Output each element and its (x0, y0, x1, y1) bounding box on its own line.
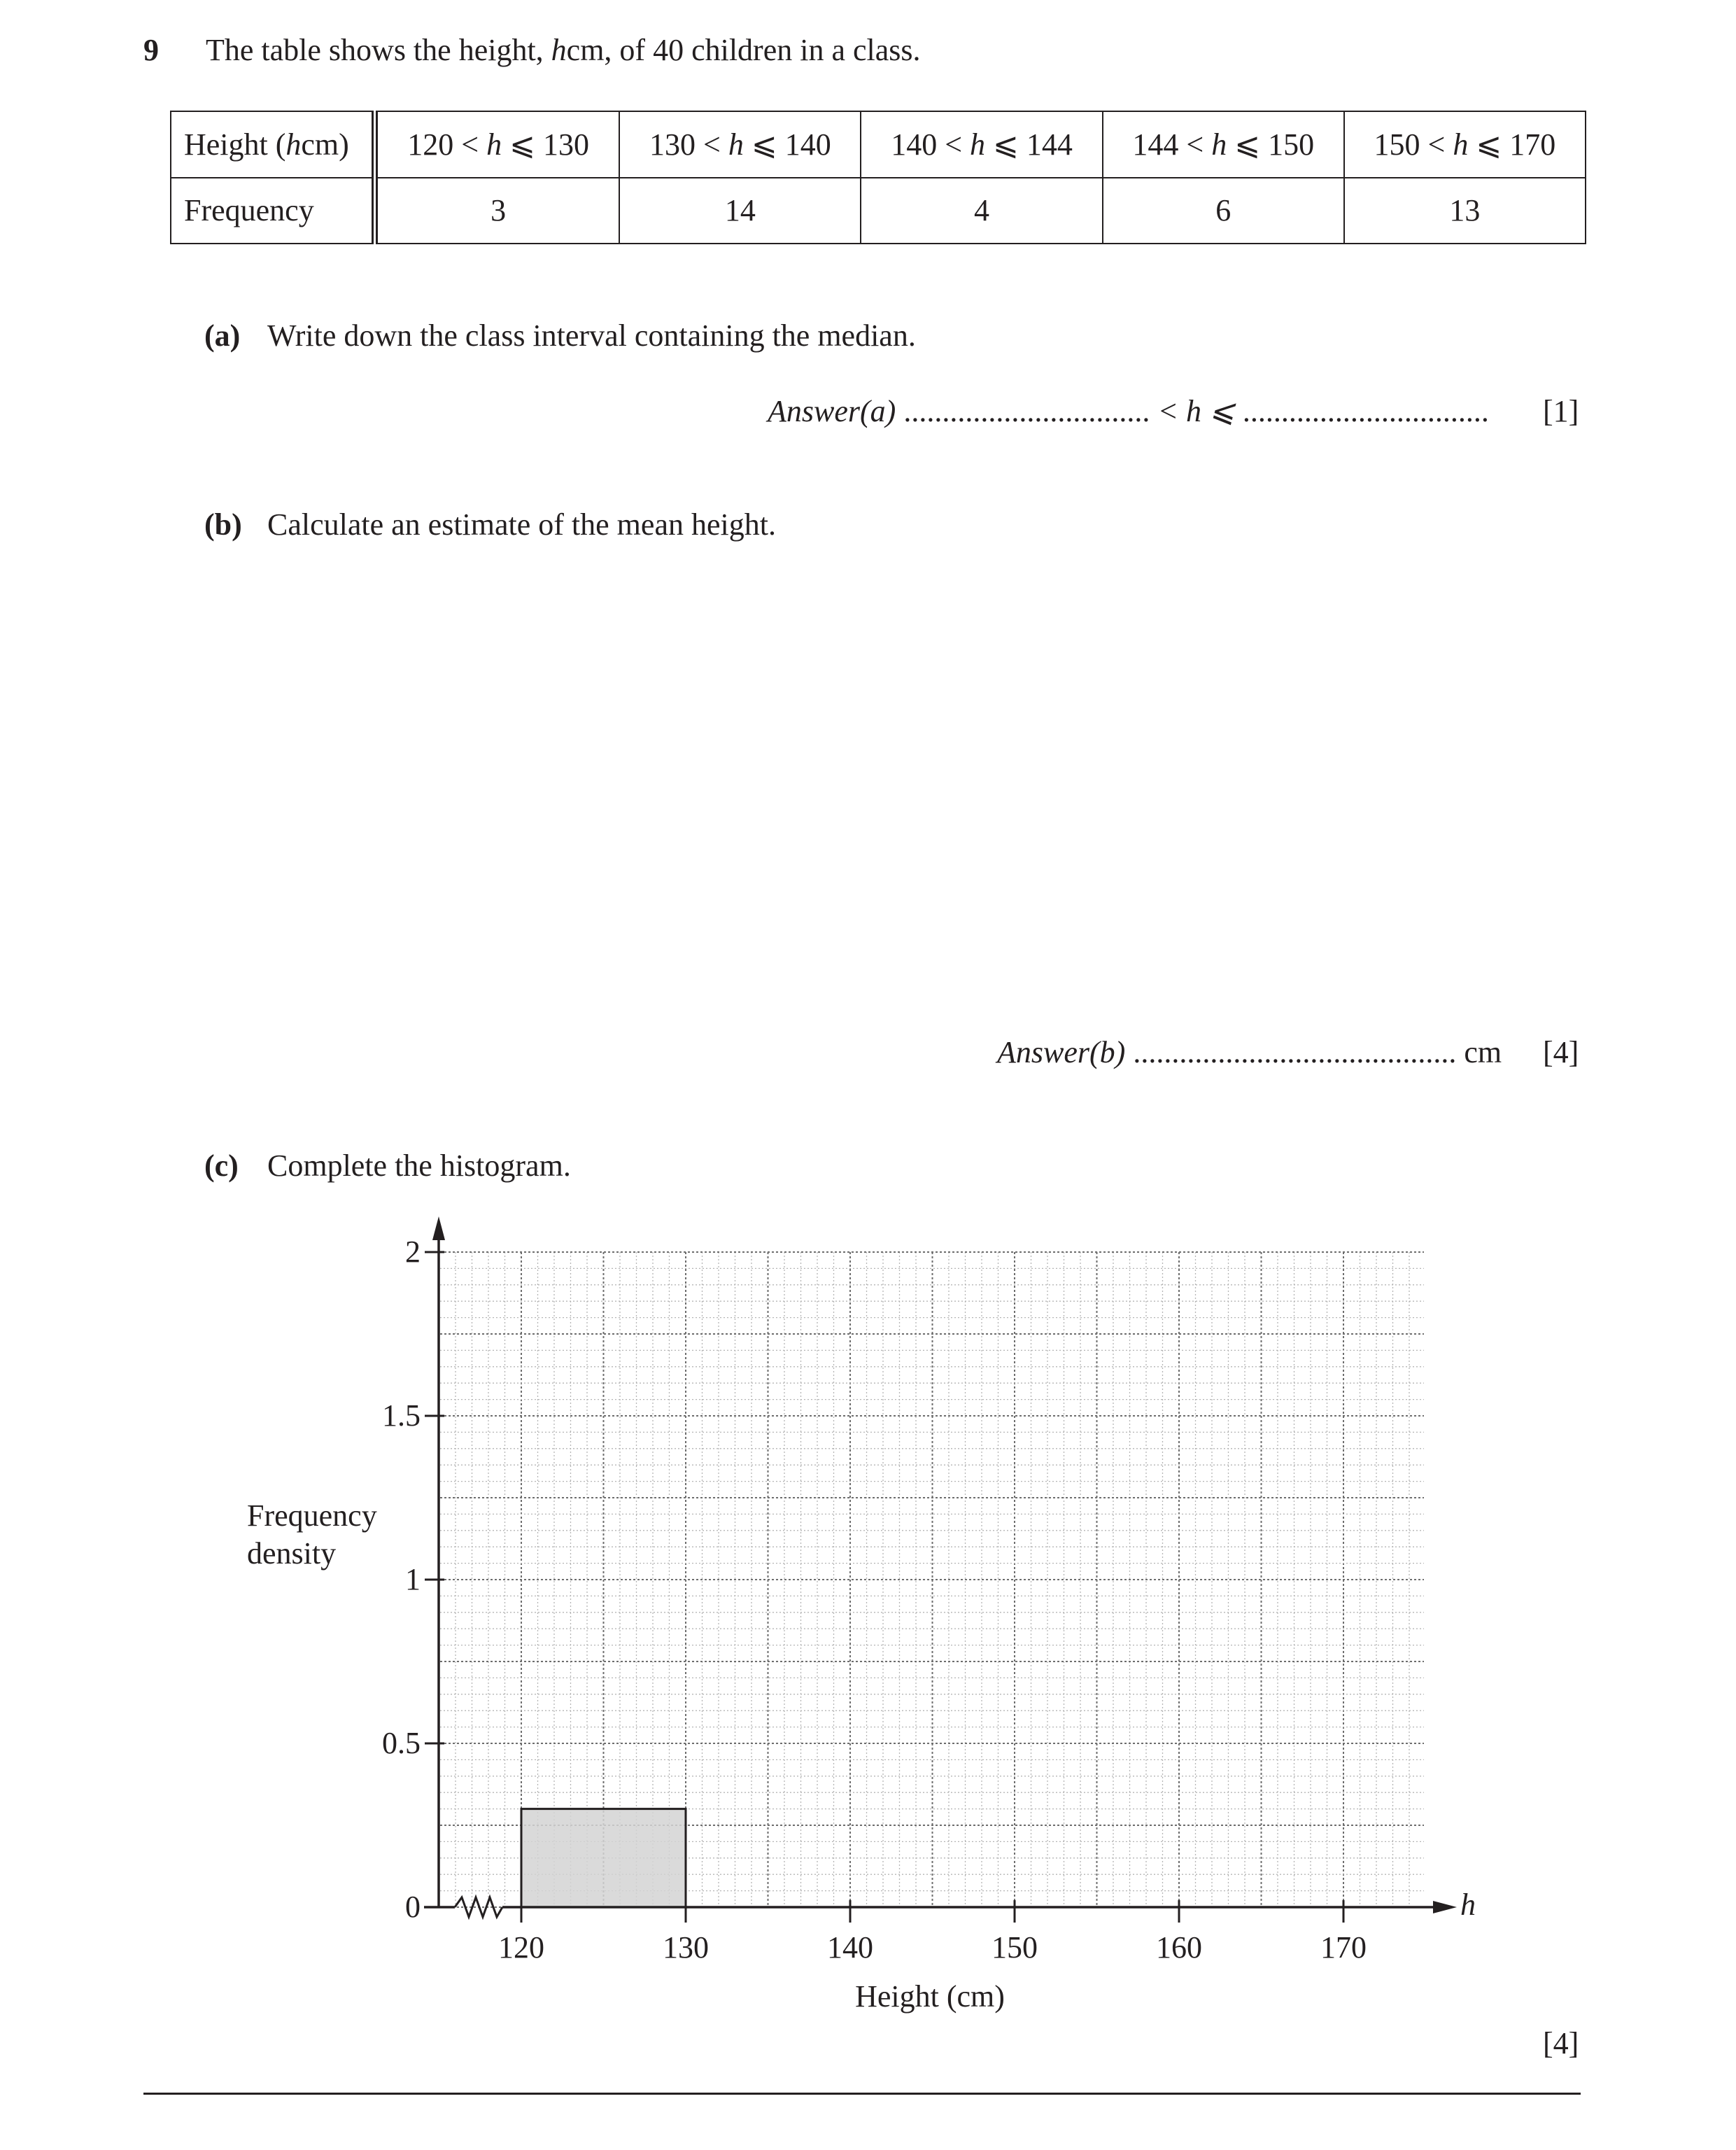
class-interval-cell: 120 < h ⩽ 130 (375, 111, 620, 178)
y-axis-label: Frequency (247, 1498, 377, 1533)
part-c-marks: [4] (1543, 2026, 1579, 2060)
x-tick-label: 150 (992, 1930, 1038, 1965)
table-header-height: Height (hcm) (171, 111, 375, 178)
y-tick-label: 0 (405, 1890, 421, 1924)
part-a-label: (a) (204, 318, 241, 353)
answer-a-between: < h ⩽ (1157, 394, 1235, 428)
x-tick-label: 160 (1156, 1930, 1202, 1965)
part-c-text: Complete the histogram. (267, 1148, 571, 1183)
footer-divider (143, 2093, 1581, 2095)
x-tick-label: 170 (1320, 1930, 1367, 1965)
frequency-cell: 4 (861, 178, 1102, 244)
answer-b-field[interactable]: .......................................... (1133, 1035, 1457, 1069)
part-a-marks: [1] (1543, 394, 1579, 428)
part-b-marks: [4] (1543, 1035, 1579, 1069)
part-a-text: Write down the class interval containing the median. (267, 318, 916, 353)
x-axis-arrow (1433, 1901, 1457, 1913)
part-c-label: (c) (204, 1148, 239, 1183)
x-axis-variable: h (1460, 1888, 1476, 1922)
y-tick-label: 2 (405, 1235, 421, 1269)
answer-b-unit: cm (1464, 1035, 1502, 1069)
class-interval-cell: 144 < h ⩽ 150 (1103, 111, 1344, 178)
y-tick-label: 1.5 (382, 1398, 421, 1433)
question-stem: The table shows the height, hcm, of 40 children in a class. (206, 33, 921, 67)
frequency-cell: 14 (619, 178, 861, 244)
x-tick-label: 140 (827, 1930, 873, 1965)
y-tick-label: 1 (405, 1562, 421, 1596)
answer-a-field-low[interactable]: ................................ (903, 394, 1150, 428)
x-tick-label: 120 (498, 1930, 544, 1965)
y-axis-label-line-2: density (247, 1536, 337, 1571)
x-tick-label: 130 (663, 1930, 709, 1965)
frequency-cell: 3 (375, 178, 620, 244)
answer-a-field-high[interactable]: ................................ (1242, 394, 1489, 428)
class-interval-cell: 150 < h ⩽ 170 (1344, 111, 1586, 178)
y-axis-arrow (432, 1216, 445, 1240)
class-interval-cell: 140 < h ⩽ 144 (861, 111, 1102, 178)
question-number: 9 (143, 33, 159, 67)
x-axis-label: Height (cm) (855, 1979, 1005, 2014)
part-b-label: (b) (204, 507, 242, 542)
y-tick-label: 0.5 (382, 1726, 421, 1760)
answer-a-label: Answer(a) (768, 394, 896, 428)
frequency-cell: 6 (1103, 178, 1344, 244)
part-b-text: Calculate an estimate of the mean height. (267, 507, 776, 542)
answer-b-label: Answer(b) (997, 1035, 1126, 1069)
class-interval-cell: 130 < h ⩽ 140 (619, 111, 861, 178)
histogram-bars (521, 1809, 686, 1907)
table-header-frequency: Frequency (171, 178, 375, 244)
histogram-bar (521, 1809, 686, 1907)
frequency-cell: 13 (1344, 178, 1586, 244)
